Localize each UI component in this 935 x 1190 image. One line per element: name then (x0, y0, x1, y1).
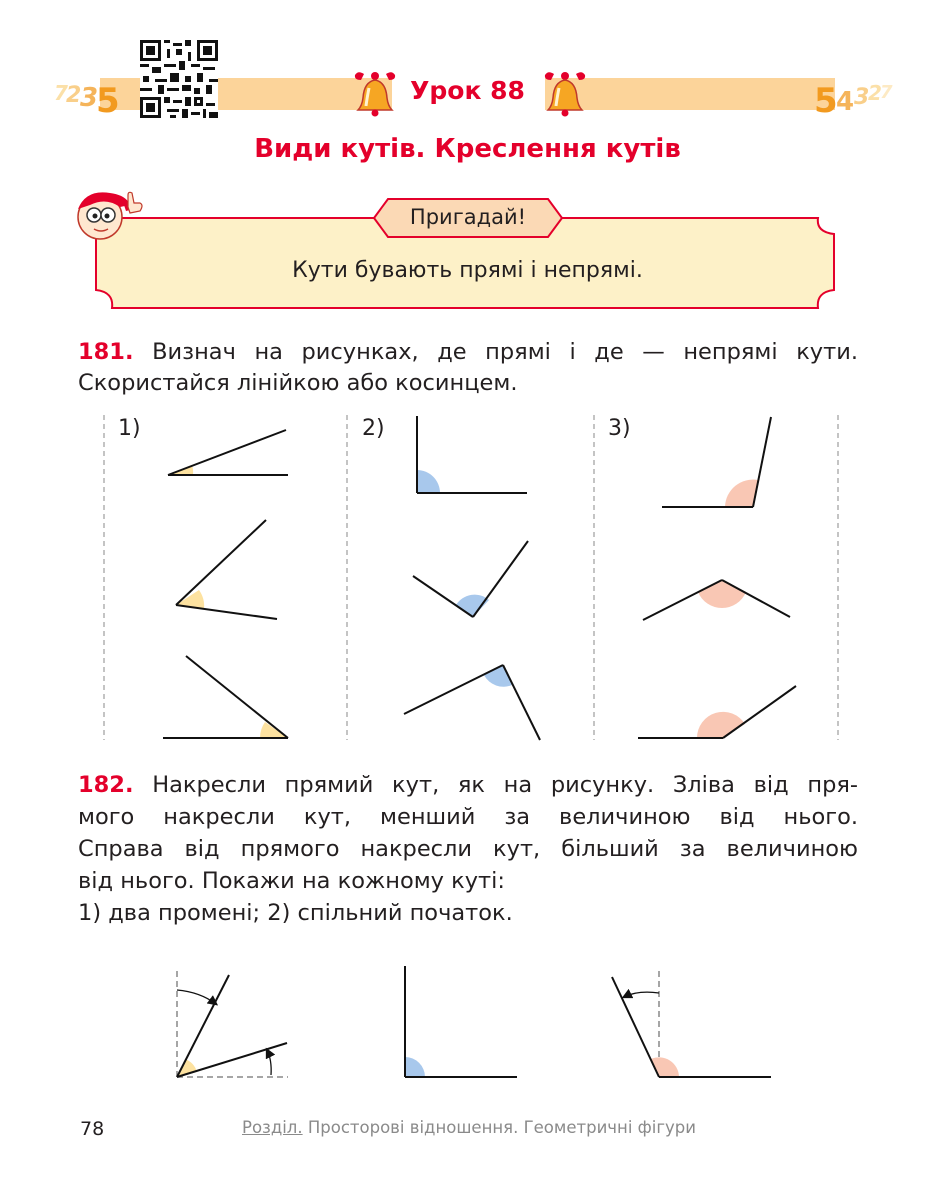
svg-text:5: 5 (96, 81, 120, 120)
remember-text: Кути бувають прямі і непрямі. (292, 258, 643, 283)
task-182-line-5: 1) два промені; 2) спільний початок. (78, 900, 513, 926)
lesson-title: Урок 88 (410, 76, 525, 105)
right-angle-figure (405, 966, 517, 1077)
footer-section-title: Просторові відношення. Геометричні фігури (307, 1118, 696, 1137)
svg-text:3: 3 (854, 85, 870, 110)
svg-text:2: 2 (66, 83, 82, 108)
column-label-3: 3) (608, 416, 631, 441)
svg-text:5: 5 (814, 81, 838, 120)
acute-angle-figure (177, 968, 288, 1077)
svg-text:4: 4 (836, 87, 855, 117)
obtuse-angle-figure (612, 968, 771, 1077)
column-label-2: 2) (362, 416, 385, 441)
task-182-number: 182. (78, 772, 134, 798)
column-label-1: 1) (118, 416, 141, 441)
footer-section-label: Розділ. (242, 1118, 303, 1137)
remember-label: Пригадай! (409, 205, 527, 229)
svg-text:7: 7 (54, 81, 68, 105)
task-182-line-3: Справа від прямого накресли кут, більший за величиною (78, 836, 858, 862)
footer-section (242, 1118, 696, 1137)
task-181-line-2: Скористайся лінійкою або косинцем. (78, 370, 518, 396)
task-182-line-2: мого накресли кут, менший за величиною від нього. (78, 804, 858, 830)
svg-text:2: 2 (868, 81, 882, 105)
svg-text:3: 3 (80, 83, 99, 113)
task-182-text-1: Накресли прямий кут, як на рисунку. Зліва від пря- (152, 772, 859, 798)
task-182-line-4: від нього. Покажи на кожному куті: (78, 868, 505, 894)
task-181-text-1: Визнач на рисунках, де прямі і де — непрямі кути. (152, 339, 858, 365)
page-number: 78 (80, 1118, 105, 1140)
task-181-number: 181. (78, 339, 134, 365)
svg-text:7: 7 (880, 82, 893, 103)
topic-title: Види кутів. Креслення кутів (254, 134, 681, 164)
